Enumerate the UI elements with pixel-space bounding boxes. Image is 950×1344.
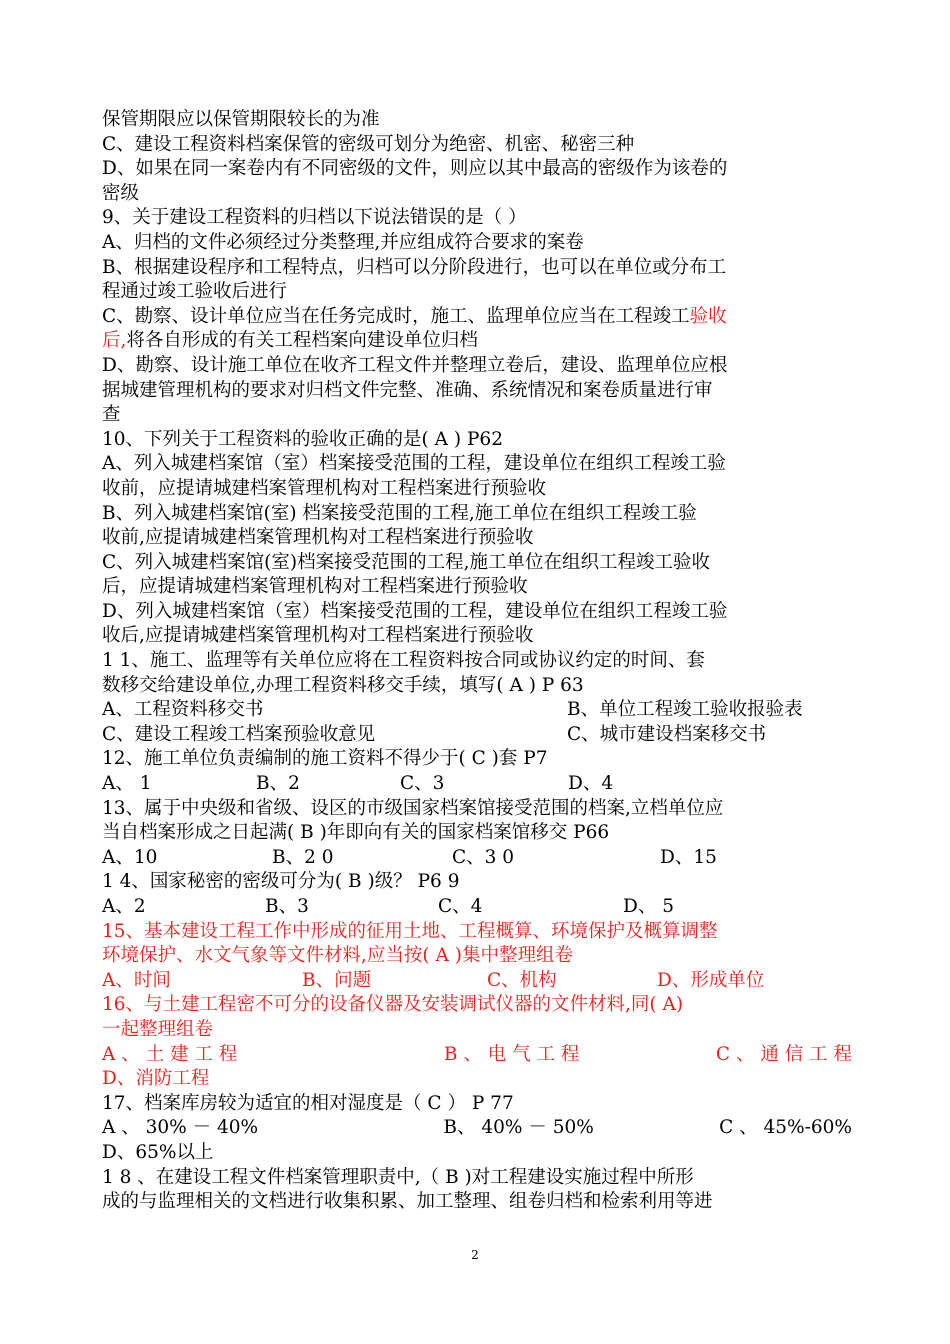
option: C 、 45%-60% [719,1117,852,1139]
option: C、建设工程竣工档案预验收意见 [102,723,376,745]
text-line: D、消防工程 [102,1068,210,1090]
text-line: 收后,应提请城建档案管理机构对工程档案进行预验收 [102,625,534,647]
option: C、城市建设档案移交书 [567,723,767,745]
option: B、2 [256,773,300,795]
option: B、 40% － 50% [443,1117,594,1139]
question-17: 17、档案库房较为适宜的相对湿度是（ C ） P 77 [102,1092,514,1114]
option: A、工程资料移交书 [102,699,264,721]
text-line: 后，应提请城建档案管理机构对工程档案进行预验收 [102,576,528,598]
options-row [102,1116,852,1141]
text-line: 成的与监理相关的文档进行收集积累、加工整理、组卷归档和检索利用等进 [102,1191,713,1213]
options-row [102,1043,852,1068]
option: C、机构 [487,969,557,991]
options-row [102,772,852,797]
option: B、单位工程竣工验收报验表 [567,699,803,721]
text-line: 数移交给建设单位,办理工程资料移交手续，填写( A ) P 63 [102,674,584,696]
question-12: 12、施工单位负责编制的施工资料不得少于( C )套 P7 [102,748,548,770]
question-9: 9、关于建设工程资料的归档以下说法错误的是（ ） [102,207,527,229]
text-line: 密级 [102,182,140,204]
option: C、3 0 [452,846,515,868]
option: D、形成单位 [657,969,765,991]
text-line: 环境保护、水文气象等文件材料,应当按( A )集中整理组卷 [102,945,573,967]
text-line: 据城建管理机构的要求对归档文件完整、准确、系统情况和案卷质量进行审 [102,379,713,401]
text-line: D、如果在同一案卷内有不同密级的文件，则应以其中最高的密级作为该卷的 [102,158,728,180]
option: A 、 土 建 工 程 [102,1043,238,1065]
text-line: B、根据建设程序和工程特点，归档可以分阶段进行，也可以在单位或分布工 [102,256,727,278]
option: D、 5 [623,896,674,917]
question-13: 13、属于中央级和省级、设区的市级国家档案馆接受范围的档案,立档单位应 [102,797,724,819]
question-14: 1 4、国家秘密的密级可分为( B )级？ P6 9 [102,871,460,893]
text-line: 保管期限应以保管期限较长的为准 [102,109,380,130]
text-line: D、列入城建档案馆（室）档案接受范围的工程，建设单位在组织工程竣工验 [102,600,728,622]
text-line: 查 [102,404,121,426]
option: A、2 [102,896,146,917]
text-line: C、建设工程资料档案保管的密级可划分为绝密、机密、秘密三种 [102,133,635,155]
option: A、 1 [102,773,152,795]
options-row [102,969,852,994]
option: B、2 0 [272,846,334,868]
question-10: 10、下列关于工程资料的验收正确的是( A ) P62 [102,428,503,450]
option: A 、 30% － 40% [102,1117,259,1139]
text-line: D、勘察、设计施工单位在收齐工程文件并整理立卷后，建设、监理单位应根 [102,354,728,376]
text-segment: C、勘察、设计单位应当在任务完成时，施工、监理单位应当在工程竣工 [102,305,690,327]
text-line: C、列入城建档案馆(室)档案接受范围的工程,施工单位在组织工程竣工验收 [102,551,710,573]
question-15: 15、基本建设工程工作中形成的征用土地、工程概算、环境保护及概算调整 [102,920,718,942]
text-line [102,329,852,354]
options-row [102,846,852,871]
question-18: 1 8 、在建设工程文件档案管理职责中,（ B )对工程建设实施过程中所形 [102,1166,694,1188]
text-line: A、列入城建档案馆（室）档案接受范围的工程，建设单位在组织工程竣工验 [102,453,726,475]
options-row [102,723,852,748]
text-line [102,305,852,330]
option: B、3 [265,896,309,917]
option: B 、 电 气 工 程 [443,1043,580,1065]
options-row [102,698,852,723]
text-line: 当自档案形成之日起满( B )年即向有关的国家档案馆移交 P66 [102,822,610,844]
option: B、问题 [302,969,372,991]
text-line: 程通过竣工验收后进行 [102,281,288,303]
page-number: 2 [471,1248,479,1262]
question-11: 1 1、施工、监理等有关单位应将在工程资料按合同或协议约定的时间、套 [102,650,705,672]
option: C、3 [400,773,445,795]
text-line: 收前,应提请城建档案管理机构对工程档案进行预验收 [102,527,534,549]
text-line: 收前，应提请城建档案管理机构对工程档案进行预验收 [102,477,547,499]
highlight-text: 后, [102,330,127,352]
text-line: A、归档的文件必须经过分类整理,并应组成符合要求的案卷 [102,231,584,253]
option: A、10 [102,846,158,868]
option: D、15 [660,846,717,868]
highlight-text: 验收 [689,305,727,327]
option: C 、 通 信 工 程 [715,1043,852,1065]
page-content [102,108,852,1215]
option: C、4 [438,896,483,917]
option: D、4 [568,773,614,795]
question-16: 16、与土建工程密不可分的设备仪器及安装调试仪器的文件材料,同( A) [102,994,684,1016]
text-line: 一起整理组卷 [102,1018,214,1040]
option: A、时间 [102,969,171,991]
text-line: B、列入城建档案馆(室) 档案接受范围的工程,施工单位在组织工程竣工验 [102,502,697,524]
options-row [102,895,852,920]
text-segment: 将各自形成的有关工程档案向建设单位归档 [126,330,478,352]
text-line: D、65%以上 [102,1141,214,1163]
